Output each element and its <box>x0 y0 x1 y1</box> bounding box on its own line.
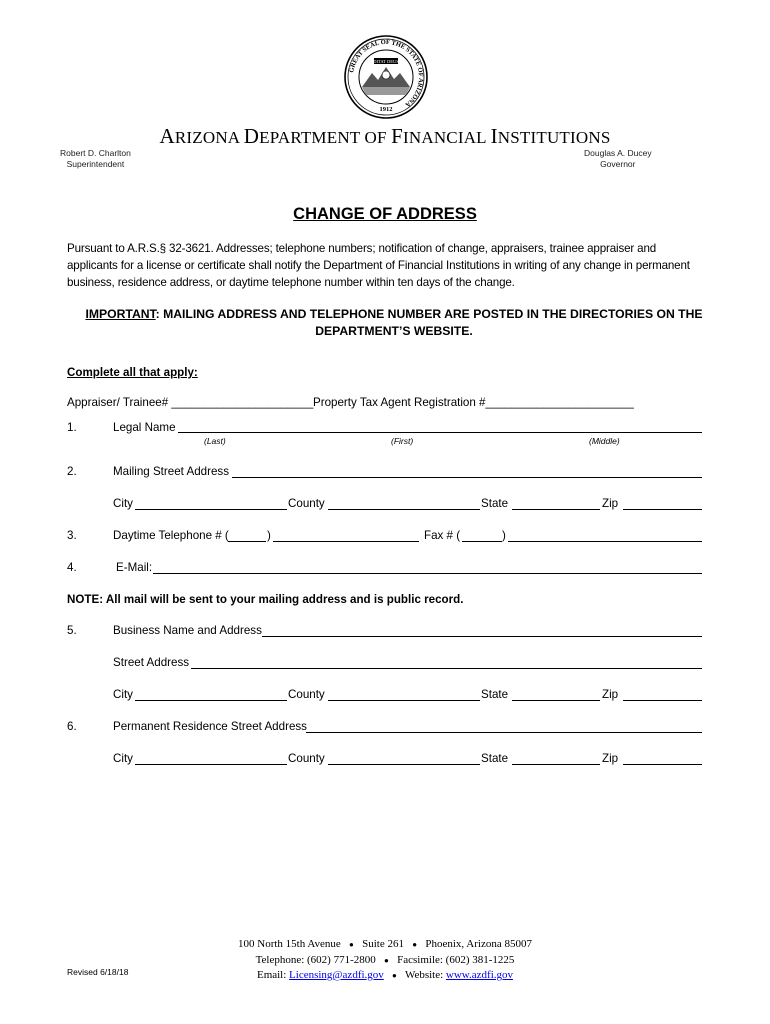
mailing-address-field[interactable] <box>232 477 702 478</box>
legal-name-label: Legal Name <box>113 421 176 434</box>
seal-year: 1912 <box>379 106 393 113</box>
item-number-2: 2. <box>67 465 77 478</box>
appraiser-number-field[interactable]: ______________________ <box>171 396 314 409</box>
first-name-caption: (First) <box>391 436 414 446</box>
footer-links: Email: Licensing@azdfi.gov ● Website: www.azdfi.gov <box>256 969 514 981</box>
governor-title: Governor <box>600 159 636 169</box>
governor-name: Douglas A. Ducey <box>584 148 652 158</box>
mailing-zip-label: Zip <box>602 497 619 510</box>
residence-zip-label: Zip <box>602 752 619 765</box>
governor-block <box>584 148 652 170</box>
form-title: CHANGE OF ADDRESS <box>293 205 477 223</box>
residence-county-label: County <box>288 752 325 765</box>
residence-state-label: State <box>481 752 509 765</box>
middle-name-caption: (Middle) <box>589 436 620 446</box>
residence-city-field[interactable] <box>135 764 287 765</box>
complete-all-heading: Complete all that apply: <box>67 366 198 379</box>
revision-date: Revised 6/18/18 <box>67 967 129 977</box>
fax-number-field[interactable] <box>508 541 702 542</box>
fax-label: Fax # ( <box>424 529 461 542</box>
superintendent-title: Superintendent <box>66 159 125 169</box>
residence-address-field[interactable] <box>306 732 702 733</box>
mailing-address-label: Mailing Street Address <box>113 465 229 478</box>
mailing-city-label: City <box>113 497 133 510</box>
mailing-city-field[interactable] <box>135 509 287 510</box>
business-city-field[interactable] <box>135 700 287 701</box>
residence-city-label: City <box>113 752 133 765</box>
footer-address: 100 North 15th Avenue ● Suite 261 ● Phoenix, Arizona 85007 <box>238 938 532 950</box>
phone-label: Daytime Telephone # ( <box>113 529 229 542</box>
email-label: E-Mail: <box>116 561 153 574</box>
mailing-state-field[interactable] <box>512 509 600 510</box>
mailing-county-field[interactable] <box>328 509 480 510</box>
footer-phone: Telephone: (602) 771-2800 ● Facsimile: (602) 381-1225 <box>255 953 515 966</box>
phone-area-code-field[interactable] <box>228 541 266 542</box>
mailing-county-label: County <box>288 497 325 510</box>
business-name-field[interactable] <box>262 636 702 637</box>
seal-text: GREAT SEAL OF THE STATE OF ARIZONA <box>348 38 425 108</box>
business-county-label: County <box>288 688 325 701</box>
item-number-5: 5. <box>67 624 77 637</box>
mailing-state-label: State <box>481 497 509 510</box>
business-street-field[interactable] <box>191 668 702 669</box>
item-number-3: 3. <box>67 529 77 542</box>
business-zip-label: Zip <box>602 688 619 701</box>
residence-county-field[interactable] <box>328 764 480 765</box>
business-state-field[interactable] <box>512 700 600 701</box>
business-zip-field[interactable] <box>623 700 702 701</box>
mailing-zip-field[interactable] <box>623 509 702 510</box>
bullet-icon: ● <box>392 971 397 980</box>
item-number-4: 4. <box>67 561 77 574</box>
phone-close-paren: ) <box>267 529 271 542</box>
tax-agent-number-field[interactable]: _______________________ <box>485 396 634 409</box>
business-state-label: State <box>481 688 509 701</box>
business-street-label: Street Address <box>113 656 190 669</box>
appraiser-label: Appraiser/ Trainee# ______________________ <box>67 396 314 409</box>
business-name-label: Business Name and Address <box>113 624 262 637</box>
fax-area-code-field[interactable] <box>462 541 502 542</box>
fax-close-paren: ) <box>502 529 506 542</box>
mail-note: NOTE: All mail will be sent to your mailing address and is public record. <box>67 593 464 606</box>
email-field[interactable] <box>153 573 702 574</box>
item-number-1: 1. <box>67 421 77 434</box>
important-notice: IMPORTANT: MAILING ADDRESS AND TELEPHONE NUMBER ARE POSTED IN THE DIRECTORIES ON THE DEPARTMENT’S WEBSITE. <box>85 307 703 338</box>
business-county-field[interactable] <box>328 700 480 701</box>
state-seal <box>344 35 428 119</box>
phone-number-field[interactable] <box>273 541 419 542</box>
residence-state-field[interactable] <box>512 764 600 765</box>
website-link[interactable]: www.azdfi.gov <box>445 969 514 981</box>
bullet-icon: ● <box>349 940 354 949</box>
agency-name: ARIZONA DEPARTMENT OF FINANCIAL INSTITUTIONS <box>159 124 611 148</box>
superintendent-block <box>60 148 131 170</box>
intro-paragraph: Pursuant to A.R.S.§ 32-3621. Addresses; telephone numbers; notification of change, appraisers, trainee appraiser and applicants for a license or certificate shall notify the Department of Financial Institutions in writing of any change in permanent business, residence address, or daytime telephone number within ten days of the change. <box>67 242 690 289</box>
bullet-icon: ● <box>384 955 389 965</box>
item-number-6: 6. <box>67 720 77 733</box>
residence-zip-field[interactable] <box>623 764 702 765</box>
residence-address-label: Permanent Residence Street Address <box>113 720 307 733</box>
seal-motto: DITAT DEUS <box>373 59 399 64</box>
superintendent-name: Robert D. Charlton <box>60 148 131 158</box>
bullet-icon: ● <box>412 940 418 949</box>
business-city-label: City <box>113 688 133 701</box>
last-name-caption: (Last) <box>204 436 226 446</box>
email-link[interactable]: Licensing@azdfi.gov <box>289 969 384 981</box>
legal-name-field[interactable] <box>178 432 702 433</box>
tax-agent-label: Property Tax Agent Registration #_______________________ <box>313 396 634 409</box>
